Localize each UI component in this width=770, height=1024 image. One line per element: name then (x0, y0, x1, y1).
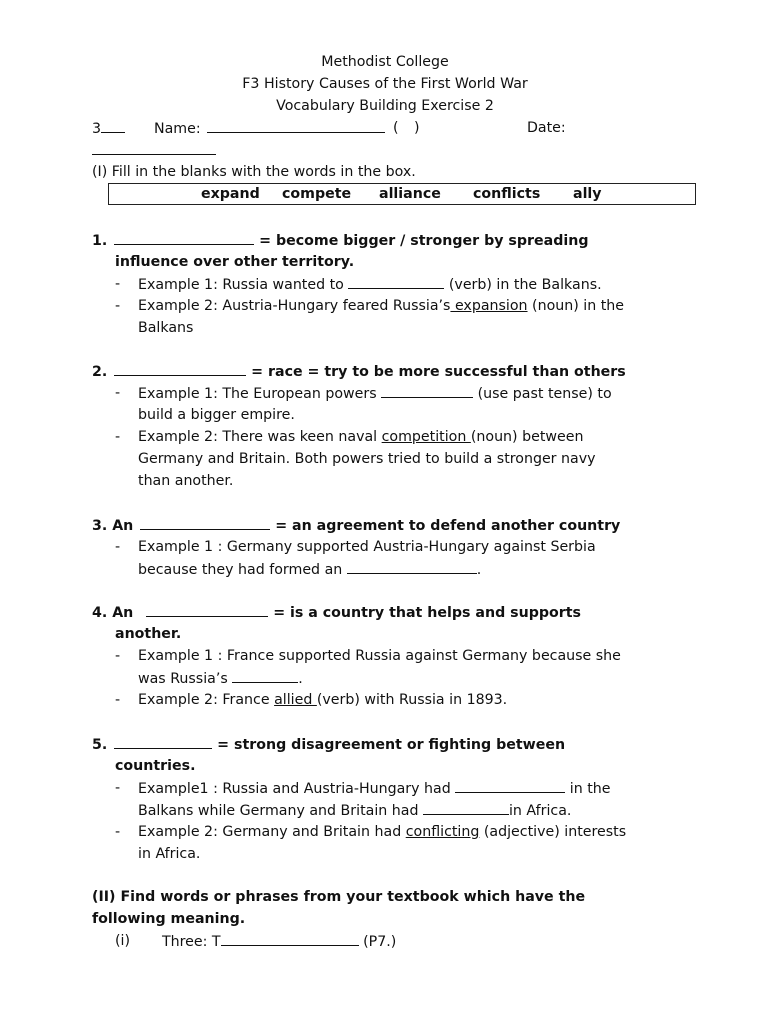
q3-example1: Example 1 : Germany supported Austria-Hungary against Serbia (138, 539, 596, 555)
q3-definition: 3. An = an agreement to defend another country (92, 514, 620, 537)
word-box-item: expand (201, 186, 260, 202)
name-blank[interactable] (207, 117, 385, 133)
date-blank[interactable] (92, 139, 216, 155)
part1-instruction: (I) Fill in the blanks with the words in the box. (92, 164, 416, 180)
bullet-dash: - (115, 539, 121, 555)
q2-answer-blank[interactable] (114, 360, 246, 376)
q5-number: 5. (92, 737, 108, 753)
exercise-title: Vocabulary Building Exercise 2 (276, 98, 494, 114)
q5-definition: 5. = strong disagreement or fighting between (92, 733, 565, 756)
q1-example2-cont: Balkans (138, 320, 194, 336)
q3-answer-blank[interactable] (140, 514, 270, 530)
q1-example2-keyword: expansion (450, 298, 528, 314)
class-number-paren-open: ( (393, 120, 399, 136)
q4-answer-blank[interactable] (146, 601, 268, 617)
q1-definition (92, 229, 588, 252)
q5-definition-cont: countries. (115, 758, 196, 774)
q2-example2: Example 2: There was keen naval competition (noun) between (138, 429, 584, 445)
course-title: F3 History Causes of the First World War (242, 76, 528, 92)
part2-item-number: (i) (115, 933, 131, 949)
q5-example1-blank[interactable] (455, 777, 565, 793)
part2-heading-cont: following meaning. (92, 911, 246, 927)
bullet-dash: - (115, 298, 121, 314)
q1-answer-blank[interactable] (114, 229, 254, 245)
q5-example2-cont: in Africa. (138, 846, 201, 862)
q3-example1-cont: because they had formed an . (138, 558, 481, 581)
q1-definition-text: = become bigger / stronger by spreading (259, 233, 589, 249)
q4-example2: Example 2: France allied (verb) with Russia in 1893. (138, 692, 508, 708)
class-blank[interactable] (101, 117, 125, 133)
q2-example2-cont2: than another. (138, 473, 234, 489)
date-label: Date: (527, 120, 566, 136)
word-box-item: conflicts (473, 186, 541, 202)
bullet-dash: - (115, 648, 121, 664)
name-label: Name: (154, 121, 201, 137)
q4-definition-cont: another. (115, 626, 182, 642)
class-number-paren-close: ) (414, 120, 420, 136)
q4-example2-keyword: allied (274, 692, 317, 708)
q5-example1-blank2[interactable] (423, 799, 509, 815)
q2-example1: Example 1: The European powers (use past tense) to (138, 382, 612, 405)
part2-heading: (II) Find words or phrases from your textbook which have the (92, 889, 586, 905)
q4-definition: 4. An = is a country that helps and supports (92, 601, 581, 624)
q4-number: 4. An (92, 605, 134, 621)
name-field[interactable] (154, 117, 385, 140)
q2-number: 2. (92, 364, 108, 380)
q1-example1-blank[interactable] (348, 273, 444, 289)
q2-example2-cont: Germany and Britain. Both powers tried to build a stronger navy (138, 451, 596, 467)
school-name: Methodist College (321, 54, 449, 70)
word-box-item: compete (282, 186, 352, 202)
q4-example1-blank[interactable] (232, 667, 298, 683)
q5-answer-blank[interactable] (114, 733, 212, 749)
q1-definition-cont: influence over other territory. (115, 254, 355, 270)
q5-example2-keyword: conflicting (405, 824, 480, 840)
class-prefix: 3 (92, 121, 102, 137)
bullet-dash: - (115, 692, 121, 708)
q2-example2-keyword: competition (381, 429, 471, 445)
q4-example1-cont: was Russia’s . (138, 667, 303, 690)
q5-example1: Example1 : Russia and Austria-Hungary had in the (138, 777, 611, 800)
bullet-dash: - (115, 276, 121, 292)
q2-definition: 2. = race = try to be more successful than others (92, 360, 626, 383)
q1-number: 1. (92, 233, 108, 249)
bullet-dash: - (115, 824, 121, 840)
date-field[interactable] (92, 139, 216, 162)
part2-item-blank[interactable] (221, 930, 359, 946)
class-field[interactable] (92, 117, 125, 140)
q1-example2: Example 2: Austria-Hungary feared Russia’s expansion (noun) in the (138, 298, 625, 314)
q4-example1: Example 1 : France supported Russia against Germany because she (138, 648, 621, 664)
bullet-dash: - (115, 780, 121, 796)
q5-example2: Example 2: Germany and Britain had conflicting (adjective) interests (138, 824, 627, 840)
word-box-item: ally (573, 186, 602, 202)
q5-example1-cont: Balkans while Germany and Britain had in Africa. (138, 799, 571, 822)
q2-example1-cont: build a bigger empire. (138, 407, 295, 423)
bullet-dash: - (115, 429, 121, 445)
word-box (108, 183, 696, 205)
part2-item: Three: T (P7.) (162, 930, 396, 953)
word-box-item: alliance (379, 186, 441, 202)
q2-example1-blank[interactable] (381, 382, 473, 398)
q3-number: 3. An (92, 518, 134, 534)
q3-example1-blank[interactable] (347, 558, 477, 574)
bullet-dash: - (115, 385, 121, 401)
q1-example1: Example 1: Russia wanted to (verb) in the Balkans. (138, 273, 602, 296)
